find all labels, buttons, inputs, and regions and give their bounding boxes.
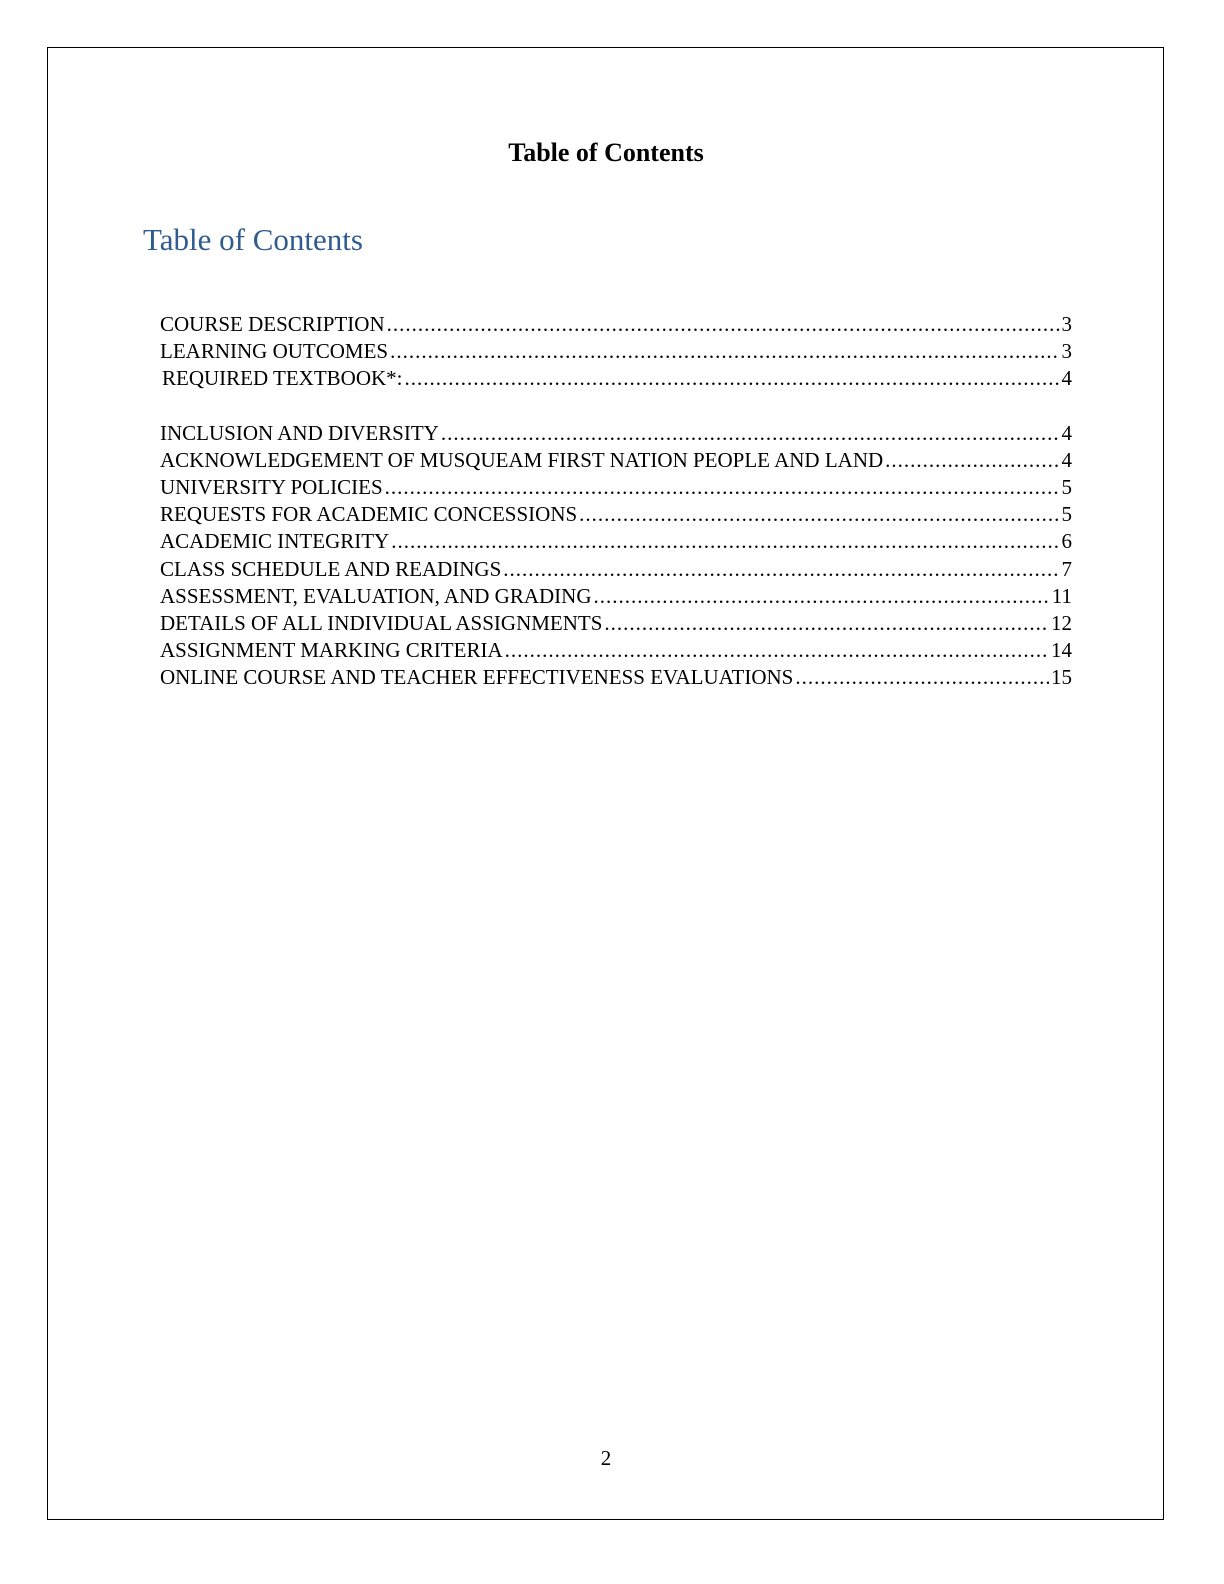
toc-entry-label: ACKNOWLEDGEMENT OF MUSQUEAM FIRST NATION PEOPLE AND LAND bbox=[160, 447, 884, 472]
toc-dot-leader bbox=[391, 528, 1059, 555]
toc-entry-page: 11 bbox=[1051, 583, 1072, 608]
toc-list bbox=[160, 311, 1072, 691]
toc-entry-label: LEARNING OUTCOMES bbox=[160, 339, 389, 364]
toc-dot-leader bbox=[505, 637, 1049, 664]
toc-entry-page: 6 bbox=[1061, 529, 1072, 554]
toc-dot-leader bbox=[503, 556, 1059, 583]
toc-entry-marking-criteria[interactable] bbox=[160, 637, 1072, 664]
toc-entry-page: 4 bbox=[1061, 366, 1072, 391]
toc-entry-page: 12 bbox=[1051, 610, 1072, 635]
toc-entry-academic-concessions[interactable] bbox=[160, 501, 1072, 528]
toc-entry-label: REQUIRED TEXTBOOK*: bbox=[162, 366, 403, 391]
toc-entry-label: ASSESSMENT, EVALUATION, AND GRADING bbox=[160, 583, 592, 608]
toc-entry-label: CLASS SCHEDULE AND READINGS bbox=[160, 556, 502, 581]
toc-entry-evaluations[interactable] bbox=[160, 664, 1072, 691]
toc-entry-acknowledgement[interactable] bbox=[160, 447, 1072, 474]
toc-entry-required-textbook[interactable] bbox=[160, 365, 1072, 392]
toc-dot-leader bbox=[390, 338, 1059, 365]
toc-entry-label: UNIVERSITY POLICIES bbox=[160, 474, 383, 499]
toc-entry-learning-outcomes[interactable] bbox=[160, 338, 1072, 365]
toc-dot-leader bbox=[594, 583, 1050, 610]
toc-entry-label: ACADEMIC INTEGRITY bbox=[160, 529, 390, 554]
toc-entry-page: 5 bbox=[1061, 474, 1072, 499]
toc-entry-course-description[interactable] bbox=[160, 311, 1072, 338]
toc-entry-page: 3 bbox=[1061, 312, 1072, 336]
toc-dot-leader bbox=[885, 447, 1059, 474]
toc-dot-leader bbox=[387, 311, 1060, 338]
toc-entry-page: 7 bbox=[1061, 556, 1072, 581]
toc-entry-page: 14 bbox=[1051, 638, 1072, 663]
toc-entry-label: ASSIGNMENT MARKING CRITERIA bbox=[160, 638, 503, 663]
page-title: Table of Contents bbox=[508, 138, 704, 167]
toc-dot-leader bbox=[795, 664, 1049, 691]
toc-dot-leader bbox=[579, 501, 1059, 528]
toc-heading: Table of Contents bbox=[143, 222, 363, 257]
toc-dot-leader bbox=[604, 610, 1049, 637]
toc-entry-class-schedule[interactable] bbox=[160, 556, 1072, 583]
toc-dot-leader bbox=[385, 474, 1060, 501]
toc-entry-page: 4 bbox=[1061, 447, 1072, 472]
toc-entry-page: 3 bbox=[1061, 339, 1072, 364]
toc-entry-academic-integrity[interactable] bbox=[160, 528, 1072, 555]
toc-entry-page: 5 bbox=[1061, 502, 1072, 527]
toc-entry-university-policies[interactable] bbox=[160, 474, 1072, 501]
toc-entry-label: ONLINE COURSE AND TEACHER EFFECTIVENESS EVALUATIONS bbox=[160, 665, 794, 690]
toc-entry-label: REQUESTS FOR ACADEMIC CONCESSIONS bbox=[160, 502, 578, 527]
page-number: 2 bbox=[600, 1446, 612, 1470]
toc-dot-leader bbox=[441, 420, 1060, 447]
toc-entry-inclusion-and-diversity[interactable] bbox=[160, 420, 1072, 447]
toc-entry-label: DETAILS OF ALL INDIVIDUAL ASSIGNMENTS bbox=[160, 610, 603, 635]
toc-entry-label: INCLUSION AND DIVERSITY bbox=[160, 420, 439, 445]
toc-entry-assessment[interactable] bbox=[160, 583, 1072, 610]
toc-dot-leader bbox=[405, 365, 1060, 392]
toc-entry-page: 4 bbox=[1061, 420, 1072, 445]
page-border bbox=[47, 47, 1164, 1520]
toc-entry-page: 15 bbox=[1051, 665, 1072, 690]
toc-entry-label: COURSE DESCRIPTION bbox=[160, 312, 385, 336]
toc-entry-assignment-details[interactable] bbox=[160, 610, 1072, 637]
